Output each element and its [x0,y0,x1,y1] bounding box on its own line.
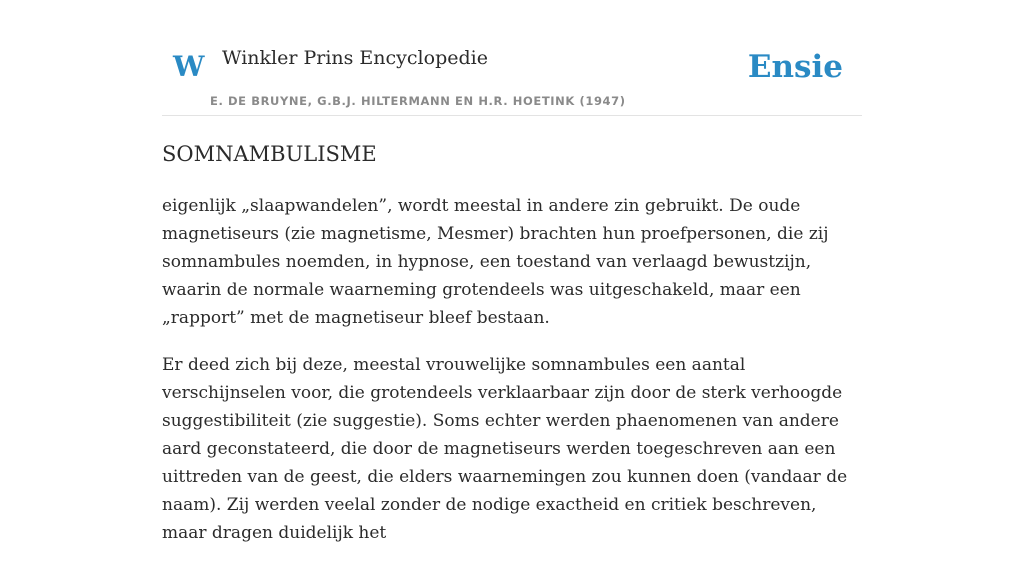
publication-logo[interactable]: W [173,50,205,83]
page-content [162,0,862,543]
header [162,0,862,116]
body-paragraph: eigenlijk „slaapwandelen”, wordt meestal in andere zin gebruikt. De oude magnetiseurs (zie magnetisme, Mesmer) brachten hun proefpersonen, die zij somnambules noemden, in hypnose, een toestand van verlaagd bewustzijn, waarin de normale waarneming grotendeels was uitgeschakeld, maar een „rapport” met de magnetiseur bleef bestaan. [162,196,829,328]
publication-title[interactable]: Winkler Prins Encyclopedie [222,47,488,69]
authors-line: E. DE BRUYNE, G.B.J. HILTERMANN EN H.R. HOETINK (1947) [210,94,626,108]
entry-body [162,192,862,566]
brand-logo[interactable]: Ensie [747,49,843,85]
body-paragraph: Er deed zich bij deze, meestal vrouwelijke somnambules een aantal verschijnselen voor, die grotendeels verklaarbaar zijn door de sterk verhoogde suggestibiliteit (zie suggestie). Soms echter werden phaenomenen van andere aard geconstateerd, die door de magnetiseurs werden toegeschreven aan een uittreden van de geest, die elders waarnemingen zou kunnen doen (vandaar de naam). Zij werden veelal zonder de nodige exactheid en critiek beschreven, maar dragen duidelijk het [162,355,848,543]
entry-title: SOMNAMBULISME [162,142,377,166]
